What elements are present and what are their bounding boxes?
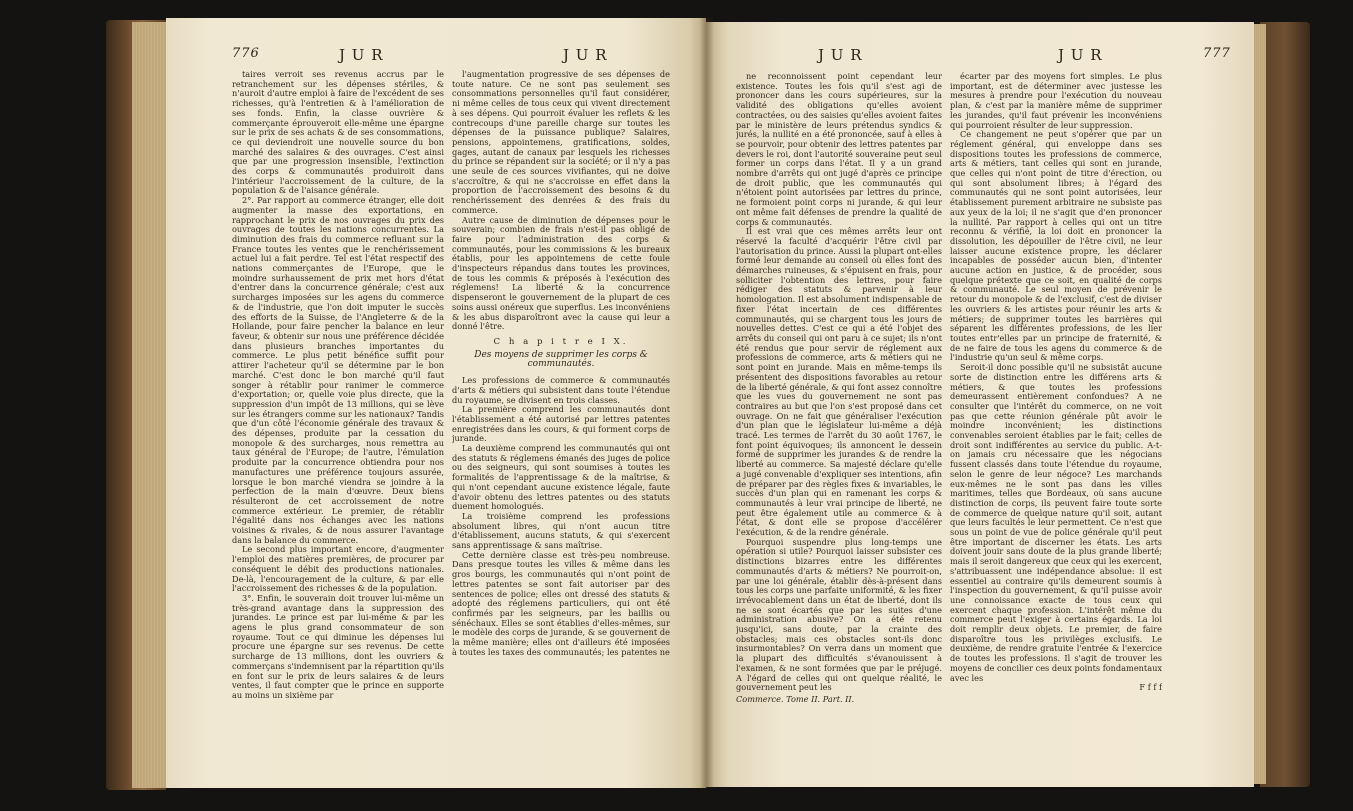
left-page-number: 776 [232, 46, 260, 61]
right-page-number: 777 [1203, 46, 1231, 61]
paragraph: La première comprend les communautés dont l'établissement a été autorisé par lettres patentes enregistrées dans les cours, & qui forment corps de jurande. [452, 404, 670, 444]
paragraph: écarter par des moyens fort simples. Le plus important, est de déterminer avec justesse les mesures à prendre pour l'exécution du nouveau plan, & c'est par la manière même de supprimer les jurandes, qu'il faut prévenir les inconvéniens qui pourroient résulter de leur suppression. [950, 72, 1162, 130]
right-running-head-2: J U R [1058, 46, 1103, 64]
left-column-1 [232, 70, 444, 770]
paragraph: La deuxième comprend les communautés qui ont des statuts & réglemens émanés des juges de police ou des seigneurs, qui sont soumises à toutes les formalités de l'apprentissage & de la maîtrise, & qui n'ont cependant aucune existence légale, faute d'avoir obtenu des lettres patentes ou des statuts duement homologués. [452, 443, 670, 512]
paragraph: Pourquoi suspendre plus long-temps une opération si utile? Pourquoi laisser subsister ces distinctions bizarres entre les différentes communautés d'arts & métiers? Ne pourroit-on, par une loi générale, établir dès-à-présent dans tous les corps une parfaite uniformité, & les fixer irrévocablement dans un état de liberté, dont ils ne se sont écartés que par les suites d'une administration abusive? On a été retenu jusqu'ici, sans doute, par la crainte des obstacles; mais ces obstacles sont-ils donc insurmontables? On verra dans un moment que la plupart des difficultés s'évanouissent à l'examen, & ne sont formées que par le préjugé. A l'égard de celles qui ont quelque réalité, le gouvernement peut les [736, 536, 942, 693]
left-column-2 [452, 70, 670, 770]
paragraph: Cette dernière classe est très-peu nombreuse. Dans presque toutes les villes & même dans les gros bourgs, les communautés qui n'ont point de lettres patentes se sont fait autoriser par des sentences de police; elles ont dressé des statuts & adopté des réglemens particuliers, qui ont été confirmés par les seigneurs, par les baillis ou sénéchaux. Elles se sont établies d'elles-mêmes, sur le modèle des corps de jurande, & se gouvernent de la même manière; elles ont d'ailleurs été imposées à toutes les taxes des communautés; les patentes ne [452, 549, 670, 657]
page-footer: Commerce. Tome II. Part. II. [736, 694, 855, 704]
paragraph: Autre cause de diminution de dépenses pour le souverain; combien de frais n'est-il pas obligé de faire pour l'administration des corps & communautés, pour les commissions & les bureaux établis, pour les appointemens de cette foule d'inspecteurs répandus dans toutes les provinces, de tous les commis & préposés à l'exécution des réglemens! La liberté & la concurrence dispenseront le gouvernement de la plupart de ces soins aussi onéreux que superflus. Les inconvéniens & les abus disparoîtront avec la cause qui leur a donné l'être. [452, 214, 670, 332]
left-page-edges [132, 22, 168, 788]
chapter-heading: C h a p i t r e I X. [493, 336, 629, 347]
paragraph: La troisième comprend les professions absolument libres, qui n'ont aucun titre d'établissement, aucuns statuts, & qui s'exercent sans apprentissage & sans maîtrise. [452, 510, 670, 551]
paragraph: 3°. Enfin, le souverain doit trouver lui-même un très-grand avantage dans la suppression des jurandes. Le prince est par lui-même & par les agens le plus grand consommateur de son royaume. Tout ce qui diminue les dépenses lui procure une épargne sur ses revenus. De cette surcharge de 13 millions, dont les ouvriers & commerçans s'indemnisent par la répartition qu'ils en font sur le prix de leurs salaires & de leurs ventes, il faut compter que le prince en supporte au moins un sixième par [232, 592, 444, 700]
book-gutter [700, 18, 714, 788]
left-running-head-1: J U R [339, 46, 384, 64]
paragraph: ne reconnoissent point cependant leur existence. Toutes les fois qu'il s'est agi de prononcer dans les cours supérieures, sur la validité des obligations qu'elles avoient contractées, ou des saisies qu'elles avoient faites par le ministère de leurs prétendus syndics & jurés, la nullité en a été prononcée, sauf à elles à se pourvoir, pour obtenir des lettres patentes par devers le roi, dont l'autorité souveraine peut seul former un corps dans l'état. Il y a un grand nombre d'arrêts qui ont jugé d'après ce principe de droit public, que les communautés qui n'étoient point autorisées par lettres du prince, ne formoient point corps ni jurande, & qui leur ont même fait défenses de prendre la qualité de corps & communautés. [736, 72, 942, 227]
right-book-cover [1260, 22, 1310, 787]
paragraph: taires verroit ses revenus accrus par le retranchement sur les dépenses stériles, & n'auroit d'autre emploi à faire de l'excédent de ses richesses, qu'à l'entretien & à l'amélioration de ses fonds. Enfin, la classe ouvrière & commerçante éprouveroit elle-même une épargne sur le prix de ses achats & de ses consommations, ce qui deviendroit une nouvelle source du bon marché des salaires & des ouvrages. C'est ainsi que par une progression insensible, l'extinction des corps & communautés produiroit dans l'intérieur l'accroissement de la culture, de la population & de l'aisance générale. [232, 70, 444, 196]
left-running-head-2: J U R [563, 46, 608, 64]
paragraph: 2°. Par rapport au commerce étranger, elle doit augmenter la masse des exportations, en rapprochant le prix de nos ouvrages du prix des ouvrages de toutes les nations concurrentes. La diminution des frais du commerce refluant sur la France toutes les ventes que le renchérissement actuel lui a fait perdre. Tel est l'état respectif des nations commerçantes de l'Europe, que le moindre surhaussement de prix met hors d'état d'entrer dans la concurrence générale; c'est aux surcharges imposées sur les agens du commerce & de l'industrie, que l'on doit imputer le succès des efforts de la Suisse, de l'Angleterre & de la Hollande, pour faire pencher la balance en leur faveur, & obtenir sur nous une préférence décidée dans plusieurs branches importantes du commerce. Le plus petit bénéfice suffit pour attirer l'acheteur qu'il se détermine par le bon marché. C'est donc le bon marché qu'il faut songer à rétablir pour ranimer le commerce d'exportation; or, quelle voie plus directe, que la suppression d'un impôt de 13 millions, qui se lève sur les étrangers comme sur les nationaux? Tandis que d'un côté l'économie générale des travaux & des dépenses, produite par la cessation du monopole & des surcharges, nous remettra au taux général de l'Europe; de l'autre, l'émulation produite par la concurrence obtiendra pour nos manufactures une préférence toujours assurée, lorsque le bon marché viendra se joindre à la perfection de la main d'œuvre. Deux biens résulteront de cet accroissement de notre commerce extérieur. Le premier, de rétablir l'égalité dans nos échanges avec les nations voisines & rivales, & de nous assurer l'avantage dans la balance du commerce. [232, 195, 444, 545]
signature-mark: F f f f [1139, 682, 1162, 693]
right-page-edges [1252, 24, 1266, 784]
paragraph: Il est vrai que ces mêmes arrêts leur ont réservé la faculté d'acquérir l'être civil par l'autorisation du prince. Aussi la plupart ont-elles formé leur demande au conseil où elles font des démarches ruineuses, & s'épuisent en frais, pour solliciter l'obtention des lettres, pour faire rédiger des statuts & parvenir à leur homologation. Il est absolument indispensable de fixer l'état incertain de ces différentes communautés, qui se chargent tous les jours de nouvelles dettes. C'est ce qui a été l'objet des arrêts du conseil qui ont paru à ce sujet; ils n'ont été rendus que pour servir de réglement aux professions de commerce, arts & métiers qui ne sont point en jurande. Mais en même-temps ils présentent des dispositions favorables au retour de la liberté générale, & qui font assez connoître que les vues du gouvernement ne sont pas contraires au but que l'on s'est proposé dans cet ouvrage. On ne fait que généraliser l'exécution d'un plan que le législateur lui-même a déjà tracé. Les termes de l'arrêt du 30 août 1767, le font point équivoques; ils annoncent le dessein formé de supprimer les jurandes & de rendre la liberté au commerce. Sa majesté déclare qu'elle a jugé convenable d'expliquer ses intentions, afin de préparer par des règles fixes & invariables, le succès d'un plan qui en ramenant les corps & communautés à leur vrai principe de liberté, ne peut être également utile au commerce & à l'état, & dont elle se propose d'accélérer l'exécution, & de la rendre générale. [736, 226, 942, 538]
paragraph: Ce changement ne peut s'opérer que par un réglement général, qui enveloppe dans ses dispositions toutes les professions de commerce, arts & métiers, tant celles qui sont en jurande, que celles qui n'ont point de titre d'érection, ou qui sont absolument libres; à l'égard des communautés qui ne sont point autorisées, leur établissement purement arbitraire ne subsiste pas aux yeux de la loi; il ne s'agit que d'en prononcer la nullité. Par rapport à celles qui ont un titre reconnu & vérifié, la loi doit en prononcer la dissolution, les dépouiller de l'être civil, ne leur laisser aucune existence propre, les déclarer incapables de posséder aucun bien, d'intenter aucune action en justice, & de procéder, sous quelque prétexte que ce soit, en qualité de corps & communauté. Le seul moyen de prévenir le retour du monopole & de l'exclusif, c'est de diviser les ouvriers & les artistes pour réunir les arts & métiers; de supprimer toutes les barrières qui séparent les différentes professions, de les lier toutes entr'elles par un principe de fraternité, & de ne faire de tous les agens du commerce & de l'industrie qu'un seul & même corps. [950, 129, 1162, 363]
right-column-2 [950, 72, 1162, 762]
paragraph: Seroit-il donc possible qu'il ne subsistât aucune sorte de distinction entre les différens arts & métiers, & que toutes les professions demeurassent entièrement confondues? A ne consulter que l'intérêt du commerce, on ne voit pas que cette réunion générale pût avoir le moindre inconvénient; les distinctions convenables seroient établies par le fait; celles de droit sont indifférentes au service du public. A-t-on jamais cru nécessaire que les négocians fussent classés dans toute l'étendue du royaume, selon le genre de leur négoce? Les marchands eux-mêmes ne le sont pas dans les villes maritimes, telles que Bordeaux, où sans aucune distinction de corps, ils peuvent faire toute sorte de commerce de quelque nature qu'il soit, autant que leurs facultés le leur permettent. Ce n'est que sous un point de vue de police générale qu'il peut être important de discerner les états. Les arts doivent jouir sans doute de la plus grande liberté; mais il seroit dangereux que ceux qui les exercent, s'attribuassent une indépendance absolue: il est essentiel au contraire qu'ils demeurent soumis à l'inspection du gouvernement, & qu'il puisse avoir une connoissance exacte de tous ceux qui exercent chaque profession. L'intérêt même du commerce peut l'exiger à certains égards. La loi doit remplir deux objets. Le premier, de faire disparoître tous les privilèges exclusifs. Le deuxième, de rendre gratuite l'entrée & l'exercice de toutes les professions. Il s'agit de trouver les moyens de concilier ces deux points fondamentaux avec les [950, 362, 1162, 683]
paragraph: Le second plus important encore, d'augmenter l'emploi des matières premières, de procurer par conséquent le débit des productions nationales. De-là, l'encouragement de la culture, & par elle l'accroissement des richesses & de la population. [232, 544, 444, 594]
paragraph: Les professions de commerce & communautés d'arts & métiers qui subsistent dans toute l'étendue du royaume, se divisent en trois classes. [452, 375, 670, 405]
chapter-title: Des moyens de supprimer les corps & communautés. [474, 349, 648, 370]
right-running-head-1: J U R [818, 46, 863, 64]
paragraph: l'augmentation progressive de ses dépenses de toute nature. Ce ne sont pas seulement ses consommations personnelles qu'il faut considérer, ni même celles de tous ceux qui vivent directement à ses dépens. Qui pourroit évaluer les reflets & les contrecoups d'une pareille charge sur toutes les dépenses de la puissance publique? Salaires, pensions, appointemens, gratifications, soldes, gages, autant de canaux par lesquels les richesses du prince se répandent sur la société; or il n'y a pas une seule de ces sources vivifiantes, qui ne doive s'accroître, & qui ne s'accroisse en effet dans la proportion de l'accroissement des besoins & du renchérissement des denrées & des frais du commerce. [452, 70, 670, 215]
right-column-1 [736, 72, 942, 762]
